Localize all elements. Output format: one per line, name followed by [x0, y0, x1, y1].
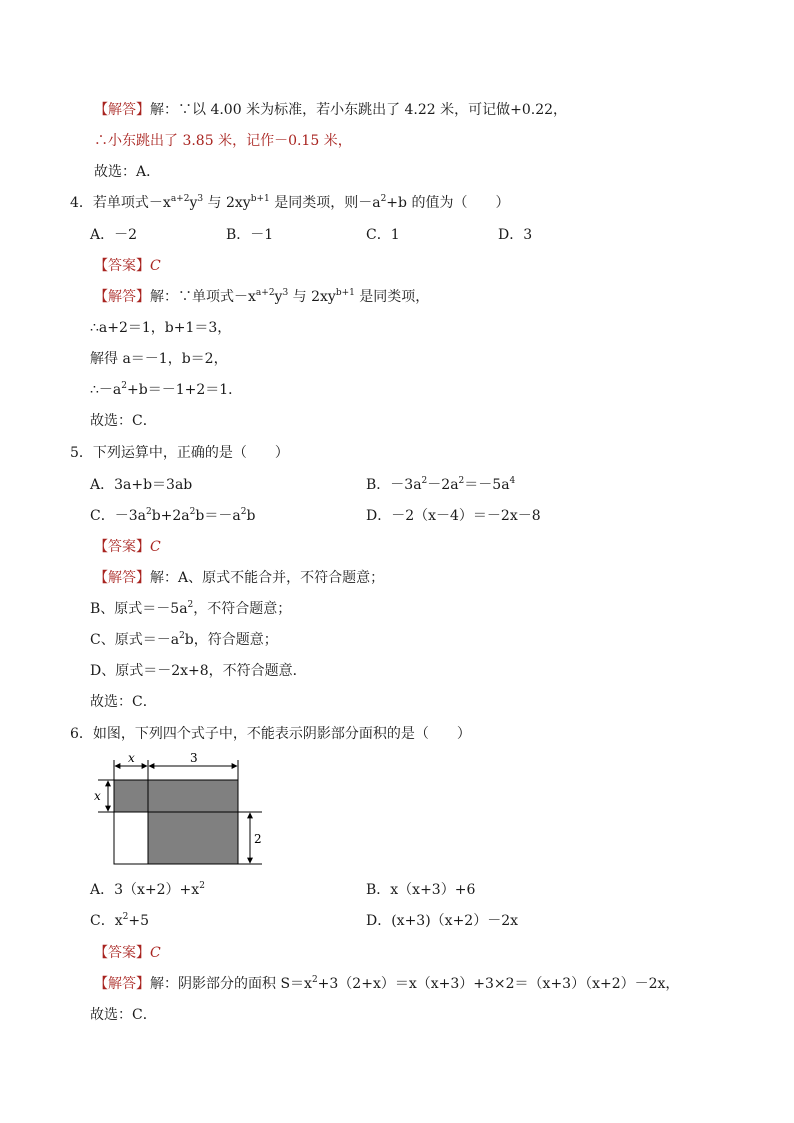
- white-bottom-left-rect: [114, 812, 148, 864]
- answer-value: C: [150, 945, 161, 961]
- q5-optc-sup: 2: [189, 507, 196, 517]
- q5-optb-sup: 2: [421, 476, 428, 486]
- q4-line4-part: +b＝－1+2＝1．: [127, 382, 243, 398]
- q4-stem-part: +b 的值为（ ）: [386, 195, 510, 211]
- q6-solution-line1: [94, 974, 679, 994]
- q4-line4-part: ∴－a: [90, 382, 122, 398]
- q5-optb-part: －2a: [427, 477, 459, 493]
- q5-optc-part: b+2a: [151, 508, 190, 524]
- q5-optb-sup: 2: [458, 476, 465, 486]
- q4-stem-part: 是同类项，则－a: [269, 195, 381, 211]
- q4-stem: [70, 193, 509, 213]
- q5-optc-part: C．－3a: [90, 508, 146, 524]
- q6-option-d: D．(x+3)（x+2）－2x: [366, 913, 519, 929]
- q6-option-a: [90, 880, 205, 900]
- shaded-bottom-rect: [148, 812, 238, 864]
- q5-optb-sup: 4: [509, 476, 516, 486]
- fig-label-2-right: 2: [254, 832, 262, 846]
- q4-sol-sup: b+1: [335, 288, 355, 298]
- q4-sol-sup: a+2: [255, 288, 275, 298]
- q4-option-d: D．3: [498, 227, 533, 243]
- q6-option-b: B．x（x+3）+6: [366, 882, 476, 898]
- q5-solution-line4: D、原式＝－2x+8，不符合题意．: [90, 663, 307, 679]
- solution-label: 【解答】: [94, 102, 150, 118]
- q5-sol3-part: b，符合题意；: [184, 632, 278, 648]
- q4-stem-part: 与 2xy: [203, 195, 251, 211]
- q5-sol3-part: C、原式＝－a: [90, 632, 180, 648]
- q6-stem: 6．如图，下列四个式子中，不能表示阴影部分面积的是（ ）: [70, 726, 471, 742]
- q6-optc-part: C．x: [90, 913, 123, 929]
- q5-option-b: [366, 475, 515, 495]
- q5-sol2-part: B、原式＝－5a: [90, 601, 188, 617]
- solution-label: 【解答】: [94, 976, 150, 992]
- q4-sol-part: y: [274, 289, 283, 305]
- q6-answer: [94, 943, 161, 963]
- solution-label: 【解答】: [94, 289, 150, 305]
- q3-solution-line3: 故选：A．: [94, 164, 161, 180]
- q5-stem: 5．下列运算中，正确的是（ ）: [70, 445, 289, 461]
- q5-sol2-part: ，不符合题意；: [193, 601, 292, 617]
- q6-solution-line2: 故选：C．: [90, 1007, 157, 1023]
- q5-option-d: D．－2（x－4）＝－2x－8: [366, 508, 541, 524]
- answer-value: C: [150, 539, 161, 555]
- q6-optc-part: +5: [128, 913, 149, 929]
- q6-optc-sup: 2: [122, 912, 129, 922]
- q5-optb-part: ＝－5a: [464, 477, 510, 493]
- q4-stem-sup: 3: [197, 194, 204, 204]
- q4-answer: [94, 256, 161, 276]
- q4-stem-part: y: [189, 195, 198, 211]
- answer-label: 【答案】: [94, 258, 150, 274]
- q4-option-b: B．－1: [226, 227, 274, 243]
- q5-option-a: A．3a+b＝3ab: [90, 477, 193, 493]
- q5-solution-line2: [90, 599, 291, 619]
- q4-stem-sup: b+1: [250, 194, 270, 204]
- fig-label-x-left: x: [94, 789, 101, 803]
- q5-solution-line3: [90, 630, 278, 650]
- q5-sol1-text: 解：A、原式不能合并，不符合题意；: [150, 570, 385, 586]
- q4-sol-part: 是同类项，: [354, 289, 430, 305]
- q4-stem-sup: a+2: [170, 194, 190, 204]
- q6-sol-part: 解：阴影部分的面积 S＝x: [150, 976, 312, 992]
- q3-solution-line2: ∴小东跳出了 3.85 米，记作－0.15 米，: [94, 133, 352, 149]
- q4-solution-line5: 故选：C．: [90, 413, 157, 429]
- q5-option-c: [90, 506, 255, 526]
- q4-sol-part: 与 2xy: [288, 289, 336, 305]
- q5-optc-part: b: [246, 508, 256, 524]
- q5-optc-part: b＝－a: [195, 508, 241, 524]
- q4-stem-part: 4．若单项式－x: [70, 195, 171, 211]
- q4-sol-part: 解：∵单项式－x: [150, 289, 256, 305]
- q5-sol2-sup: 2: [187, 600, 194, 610]
- answer-value: C: [150, 258, 161, 274]
- q6-sol-part: +3（2+x）＝x（x+3）+3×2＝（x+3）（x+2）－2x，: [317, 976, 680, 992]
- q4-option-c: C．1: [366, 227, 400, 243]
- q4-solution-line2: ∴a+2＝1，b+1＝3，: [90, 320, 232, 336]
- q4-solution-line4: [90, 380, 242, 400]
- q5-solution-line1: [94, 568, 384, 588]
- q4-option-a: A．－2: [90, 227, 138, 243]
- q5-solution-line5: 故选：C．: [90, 694, 157, 710]
- q6-figure: [94, 752, 274, 872]
- fig-label-3-top: 3: [190, 752, 198, 765]
- q5-optb-part: B．－3a: [366, 477, 422, 493]
- q6-sol-sup: 2: [311, 975, 318, 985]
- q4-stem-sup: 2: [380, 194, 387, 204]
- q6-option-c: [90, 911, 149, 931]
- q4-solution-line3: 解得 a＝－1，b＝2，: [90, 351, 228, 367]
- q5-optc-sup: 2: [240, 507, 247, 517]
- q4-solution-line1: [94, 287, 429, 307]
- q3-solution-text1: 解：∵以 4.00 米为标准，若小东跳出了 4.22 米，可记做+0.22，: [150, 102, 568, 118]
- fig-label-x-top: x: [128, 752, 135, 765]
- answer-label: 【答案】: [94, 945, 150, 961]
- q4-sol-sup: 3: [282, 288, 289, 298]
- q5-optc-sup: 2: [145, 507, 152, 517]
- answer-label: 【答案】: [94, 539, 150, 555]
- q6-opta-sup: 2: [199, 881, 205, 891]
- q5-sol3-sup: 2: [179, 631, 185, 641]
- q3-solution-line1: [94, 100, 567, 120]
- q4-line4-sup: 2: [121, 381, 127, 391]
- q6-opta-part: A．3（x+2）+x: [90, 882, 200, 898]
- q5-answer: [94, 537, 161, 557]
- shaded-top-rect: [114, 780, 238, 812]
- solution-label: 【解答】: [94, 570, 150, 586]
